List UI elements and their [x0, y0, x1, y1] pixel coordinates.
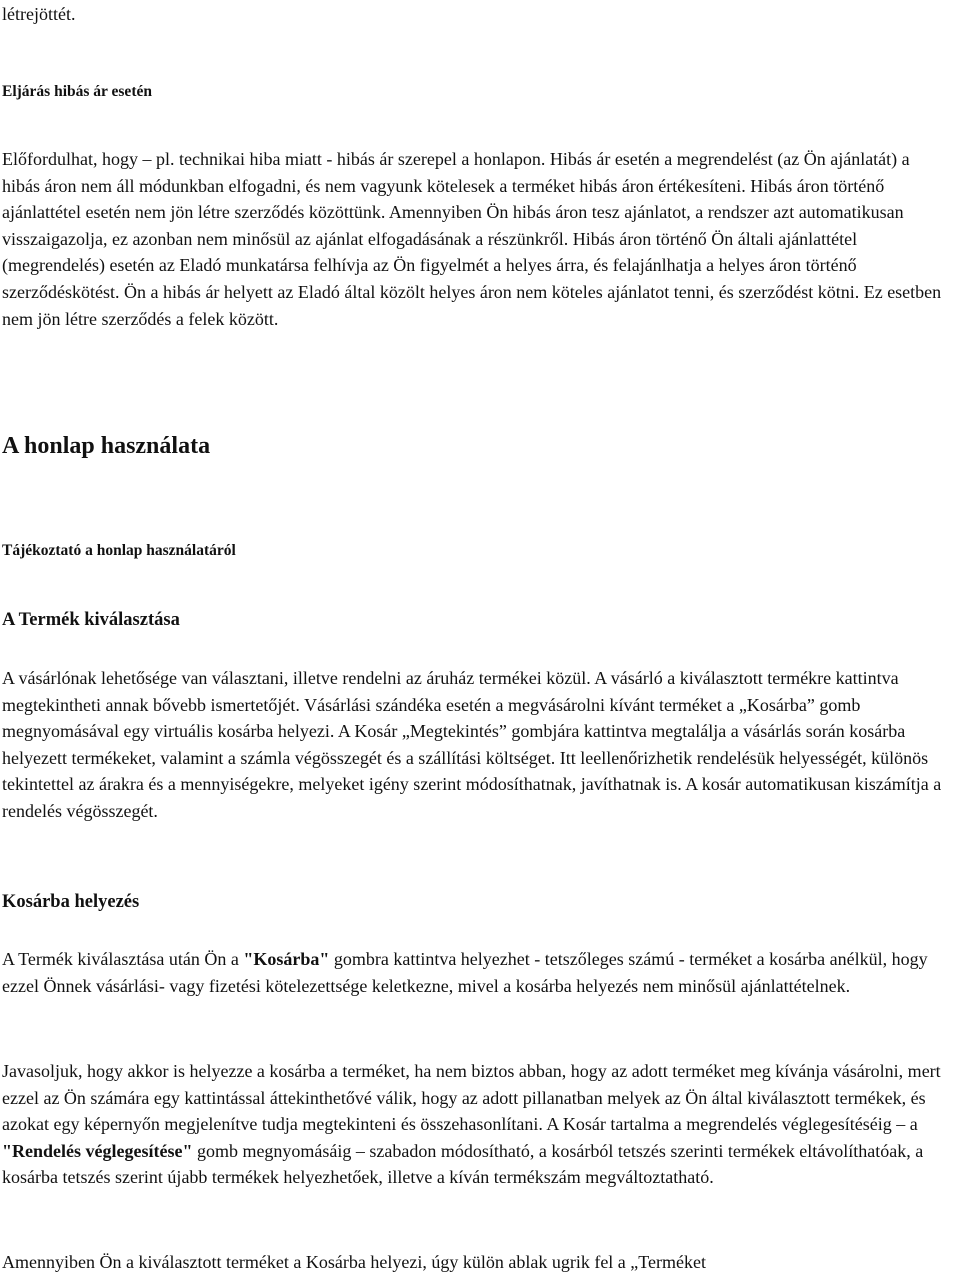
wrong-price-paragraph: Előfordulhat, hogy – pl. technikai hiba miatt - hibás ár szerepel a honlapon. Hibás ár esetén a megrendelést (az Ön ajánlatát) a hibás áron nem áll módunkban elfogadni, és nem vagyunk kötelesek a terméket hibás áron értékesíteni. Hibás áron történő ajánlattétel esetén nem jön létre szerződés közöttünk. Amennyiben Ön hibás áron tesz ajánlatot, a rendszer azt automatikusan visszaigazolja, ez azonban nem minősül az ajánlat elfogadásának a részünkről. Hibás áron történő Ön általi ajánlattétel (megrendelés) esetén az Eladó munkatársa felhívja az Ön figyelmét a helyes árra, és felajánlhatja a helyes áron történő szerződéskötést. Ön a hibás ár helyett az Eladó által közölt helyes áron nem köteles ajánlatot tenni, és szerződést kötni. Ez esetben nem jön létre szerződés a felek között.: [2, 149, 942, 329]
product-choice-paragraph: A vásárlónak lehetősége van választani, illetve rendelni az áruház termékei közül. A vásárló a kiválasztott termékre kattintva megtekintheti annak bővebb ismertetőjét. Vásárlási szándéka esetén a megvásárolni kívánt terméket a „Kosárba” gomb megnyomásával egy virtuális kosárba helyezi. A Kosár „Megtekintés” gombjára kattintva megtalálja a vásárlás során kosárba helyezett termékeket, valamint a számla végösszegét és a szállítási költséget. Itt leellenőrizhetik rendelésük helyességét, különös tekintettel az árakra és a mennyiségekre, melyeket igény szerint módosíthatnak, javíthatnak is. A kosár automatikusan kiszámítja a rendelés végösszegét.: [2, 668, 942, 821]
cart-p1-before: A Termék kiválasztása után Ön a: [2, 949, 244, 969]
cart-p1-after: gombra kattintva helyezhet - tetszőleges számú - terméket a kosárba anélkül, hogy ezzel Önnek vásárlási- vagy fizetési kötelezettsége keletkezne, mivel a kosárba helyezés nem minősül ajánlattételnek.: [2, 949, 928, 996]
cart-paragraph-1: [2, 946, 947, 999]
cart-p2-before: Javasoljuk, hogy akkor is helyezze a kosárba a terméket, ha nem biztos abban, hogy az adott terméket meg kívánja vásárolni, mert ezzel az Ön számára egy kattintással áttekinthetővé válik, hogy az adott pillanatban melyek az Ön által kiválasztott termékek, és azokat egy képernyőn megjelenítve tudja megtekinteni és összehasonlítani. A Kosár tartalma a megrendelés véglegesítéséig – a: [2, 1061, 941, 1135]
site-usage-subheading: Tájékoztató a honlap használatáról: [2, 542, 236, 559]
cart-p2-bold: "Rendelés véglegesítése": [2, 1140, 193, 1161]
cart-p1-bold: "Kosárba": [243, 949, 330, 969]
cart-paragraph-3: Amennyiben Ön a kiválasztott terméket a Kosárba helyezi, úgy külön ablak ugrik fel a „Terméket: [2, 1252, 706, 1272]
intro-fragment: létrejöttét.: [2, 4, 76, 24]
product-choice-heading: A Termék kiválasztása: [2, 610, 180, 630]
cart-paragraph-2: [2, 1058, 947, 1191]
wrong-price-heading: Eljárás hibás ár esetén: [2, 83, 152, 100]
cart-p2-after: gomb megnyomásáig – szabadon módosítható, a kosárból tetszés szerinti termékek eltávolíthatóak, a kosárba tetszés szerint újabb termékek helyezhetőek, illetve a kíván termékszám megváltoztatható.: [2, 1140, 924, 1188]
cart-heading: Kosárba helyezés: [2, 892, 140, 912]
site-usage-heading: A honlap használata: [2, 433, 211, 459]
